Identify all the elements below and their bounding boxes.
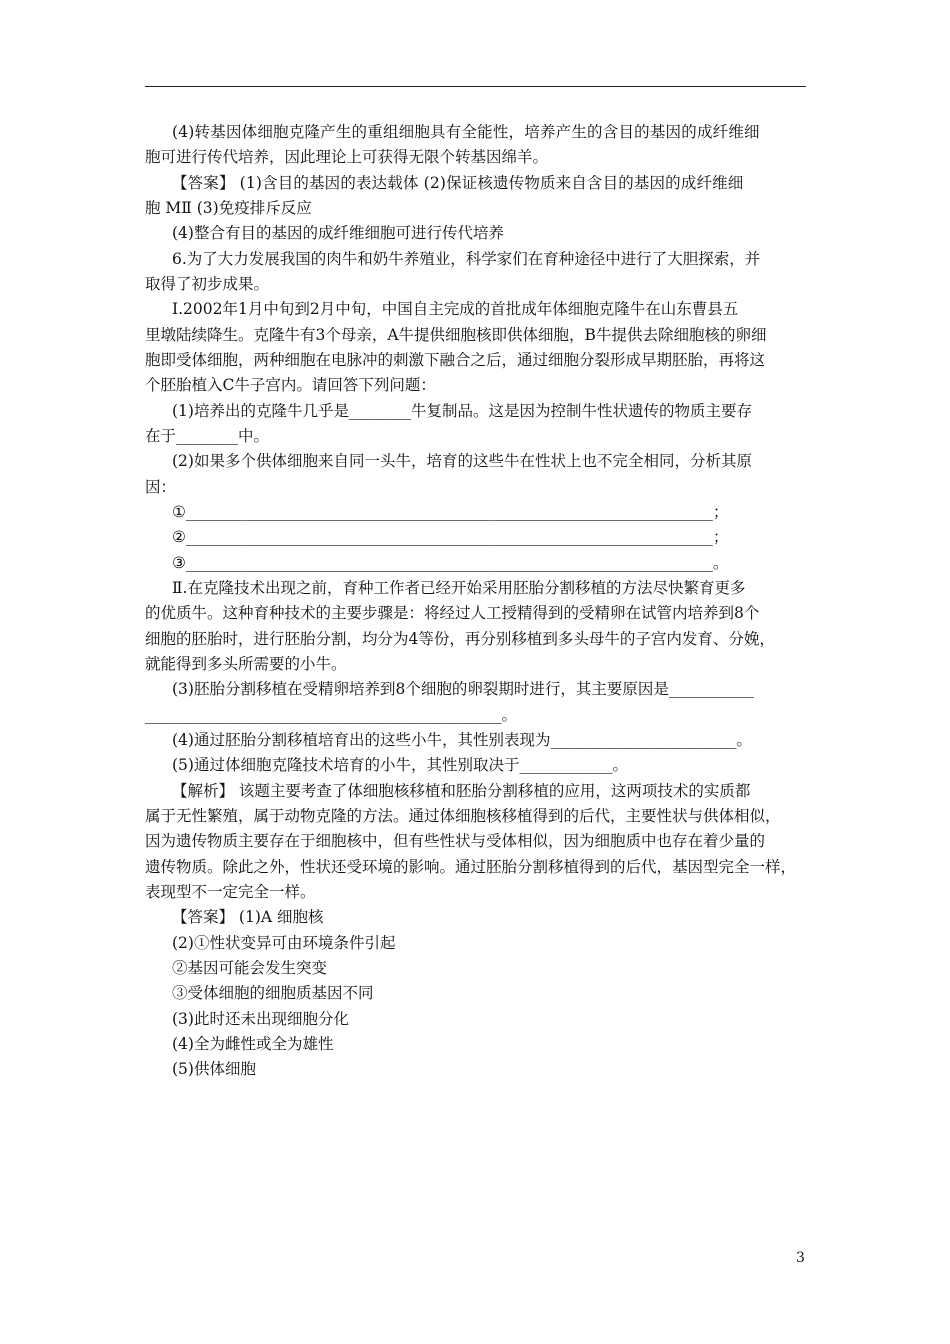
text-line: 胞 MⅡ (3)免疫排斥反应 bbox=[145, 199, 312, 217]
text-line: (5)通过体细胞克隆技术培育的小牛，其性别取决于____________。 bbox=[172, 756, 628, 774]
header-rule bbox=[145, 86, 806, 87]
answer-line: (3)此时还未出现细胞分化 bbox=[172, 1010, 349, 1028]
page-number: 3 bbox=[796, 1250, 805, 1266]
answer-label-line: 【答案】 (1)A 细胞核 bbox=[172, 908, 324, 926]
text-line: 因： bbox=[145, 478, 177, 496]
answer-line: ③受体细胞的细胞质基因不同 bbox=[172, 984, 374, 1002]
text-line: 细胞的胚胎时，进行胚胎分割，均分为4等份，再分别移植到多头母牛的子宫内发育、分娩， bbox=[145, 630, 775, 648]
text-line: 就能得到多头所需要的小牛。 bbox=[145, 655, 347, 673]
text-line: 个胚胎植入C牛子宫内。请回答下列问题： bbox=[145, 376, 436, 394]
answer-line: (5)供体细胞 bbox=[172, 1060, 256, 1078]
text-line: 在于________中。 bbox=[145, 427, 270, 445]
section-ii-line: Ⅱ.在克隆技术出现之前，育种工作者已经开始采用胚胎分割移植的方法尽快繁育更多 bbox=[172, 579, 746, 597]
section-i-line: Ⅰ.2002年1月中旬到2月中旬，中国自主完成的首批成年体细胞克隆牛在山东曹县五 bbox=[172, 300, 739, 318]
answer-label-line: 【答案】 (1)含目的基因的表达载体 (2)保证核遗传物质来自含目的基因的成纤维细 bbox=[172, 174, 744, 192]
text-line: 的优质牛。这种育种技术的主要步骤是：将经过人工授精得到的受精卵在试管内培养到8个 bbox=[145, 604, 760, 622]
text-line: (4)整合有目的基因的成纤维细胞可进行传代培养 bbox=[172, 224, 504, 242]
answer-line: (2)①性状变异可由环境条件引起 bbox=[172, 934, 396, 952]
text-line: 胞即受体细胞，两种细胞在电脉冲的刺激下融合之后，通过细胞分裂形成早期胚胎，再将这 bbox=[145, 351, 766, 369]
text-line: (1)培养出的克隆牛几乎是________牛复制品。这是因为控制牛性状遗传的物质主要存 bbox=[172, 402, 752, 420]
blank-line-2: ②____________________________________________________________________； bbox=[172, 528, 729, 546]
text-line: 胞可进行传代培养，因此理论上可获得无限个转基因绵羊。 bbox=[145, 148, 549, 166]
text-line: 遗传物质。除此之外，性状还受环境的影响。通过胚胎分割移植得到的后代，基因型完全一样， bbox=[145, 858, 797, 876]
text-line: (4)转基因体细胞克隆产生的重组细胞具有全能性，培养产生的含目的基因的成纤维细 bbox=[172, 123, 760, 141]
blank-line-1: ①____________________________________________________________________； bbox=[172, 503, 729, 521]
text-line: (4)通过胚胎分割移植培育出的这些小牛，其性别表现为________________________。 bbox=[172, 731, 752, 749]
answer-line: (4)全为雌性或全为雄性 bbox=[172, 1035, 334, 1053]
question-6-line: 6.为了大力发展我国的肉牛和奶牛养殖业，科学家们在育种途径中进行了大胆探索，并 bbox=[172, 250, 761, 268]
analysis-label-line: 【解析】 该题主要考查了体细胞核移植和胚胎分割移植的应用，这两项技术的实质都 bbox=[172, 782, 751, 800]
text-line: 表现型不一定完全一样。 bbox=[145, 883, 316, 901]
text-line: (3)胚胎分割移植在受精卵培养到8个细胞的卵裂期时进行，其主要原因是___________ bbox=[172, 680, 755, 698]
text-line: ______________________________________________。 bbox=[145, 706, 518, 724]
answer-line: ②基因可能会发生突变 bbox=[172, 959, 328, 977]
text-line: 因为遗传物质主要存在于细胞核中，但有些性状与受体相似，因为细胞质中也存在着少量的 bbox=[145, 832, 766, 850]
text-line: (2)如果多个供体细胞来自同一头牛，培育的这些牛在性状上也不完全相同，分析其原 bbox=[172, 452, 752, 470]
text-line: 取得了初步成果。 bbox=[145, 275, 270, 293]
text-line: 属于无性繁殖，属于动物克隆的方法。通过体细胞核移植得到的后代，主要性状与供体相似， bbox=[145, 807, 781, 825]
blank-line-3: ③____________________________________________________________________。 bbox=[172, 554, 729, 572]
text-line: 里墩陆续降生。克隆牛有3个母亲，A牛提供细胞核即供体细胞，B牛提供去除细胞核的卵细 bbox=[145, 326, 767, 344]
